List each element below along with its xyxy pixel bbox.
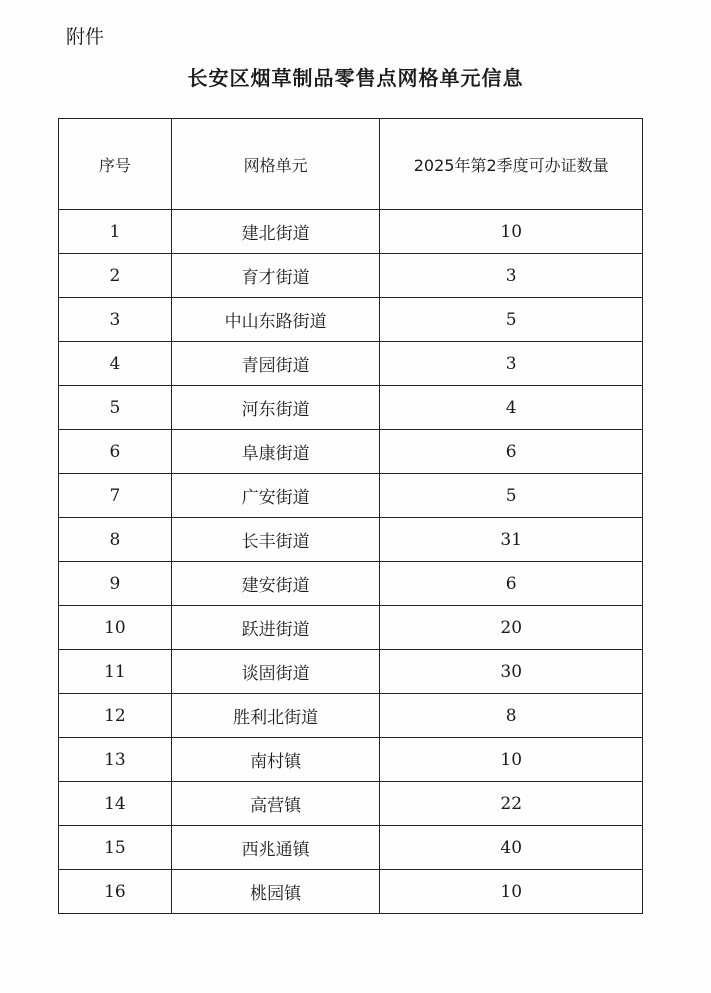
row-unit-cell: 育才街道	[171, 254, 380, 298]
row-unit-cell: 西兆通镇	[171, 826, 380, 870]
row-count-cell: 6	[380, 562, 643, 606]
row-count-cell: 40	[380, 826, 643, 870]
table-row	[59, 870, 643, 914]
table-row	[59, 826, 643, 870]
row-seq-cell: 2	[59, 254, 172, 298]
row-unit-cell: 青园街道	[171, 342, 380, 386]
header-seq: 序号	[59, 119, 172, 210]
row-seq-cell: 6	[59, 430, 172, 474]
row-count-cell: 5	[380, 298, 643, 342]
row-unit-cell: 中山东路街道	[171, 298, 380, 342]
row-unit-cell: 阜康街道	[171, 430, 380, 474]
row-seq-cell: 11	[59, 650, 172, 694]
table-row	[59, 650, 643, 694]
table-header-row	[59, 119, 643, 210]
row-unit-cell: 跃进街道	[171, 606, 380, 650]
row-seq-cell: 10	[59, 606, 172, 650]
row-seq-cell: 4	[59, 342, 172, 386]
row-count-cell: 10	[380, 738, 643, 782]
row-unit-cell: 广安街道	[171, 474, 380, 518]
row-unit-cell: 胜利北街道	[171, 694, 380, 738]
row-seq-cell: 5	[59, 386, 172, 430]
attachment-label: 附件	[66, 26, 105, 48]
row-unit-cell: 河东街道	[171, 386, 380, 430]
row-seq-cell: 14	[59, 782, 172, 826]
row-seq-cell: 7	[59, 474, 172, 518]
table-row	[59, 738, 643, 782]
row-count-cell: 10	[380, 870, 643, 914]
table-row	[59, 474, 643, 518]
table-row	[59, 518, 643, 562]
table-row	[59, 210, 643, 254]
table-row	[59, 254, 643, 298]
row-unit-cell: 长丰街道	[171, 518, 380, 562]
row-count-cell: 30	[380, 650, 643, 694]
table-row	[59, 342, 643, 386]
row-unit-cell: 建安街道	[171, 562, 380, 606]
table-row	[59, 562, 643, 606]
row-seq-cell: 15	[59, 826, 172, 870]
row-seq-cell: 9	[59, 562, 172, 606]
row-seq-cell: 16	[59, 870, 172, 914]
table-row	[59, 298, 643, 342]
row-unit-cell: 高营镇	[171, 782, 380, 826]
table-row	[59, 694, 643, 738]
table-row	[59, 782, 643, 826]
row-count-cell: 22	[380, 782, 643, 826]
row-seq-cell: 13	[59, 738, 172, 782]
row-seq-cell: 3	[59, 298, 172, 342]
row-seq-cell: 1	[59, 210, 172, 254]
row-count-cell: 5	[380, 474, 643, 518]
row-seq-cell: 8	[59, 518, 172, 562]
row-unit-cell: 桃园镇	[171, 870, 380, 914]
row-unit-cell: 谈固街道	[171, 650, 380, 694]
row-count-cell: 20	[380, 606, 643, 650]
row-count-cell: 3	[380, 342, 643, 386]
row-seq-cell: 12	[59, 694, 172, 738]
row-count-cell: 4	[380, 386, 643, 430]
table-row	[59, 606, 643, 650]
row-count-cell: 8	[380, 694, 643, 738]
header-unit: 网格单元	[171, 119, 380, 210]
row-unit-cell: 南村镇	[171, 738, 380, 782]
header-count: 2025年第2季度可办证数量	[380, 119, 643, 210]
row-unit-cell: 建北街道	[171, 210, 380, 254]
table-row	[59, 386, 643, 430]
row-count-cell: 3	[380, 254, 643, 298]
table-body	[59, 210, 643, 914]
row-count-cell: 31	[380, 518, 643, 562]
row-count-cell: 6	[380, 430, 643, 474]
table-row	[59, 430, 643, 474]
document-title: 长安区烟草制品零售点网格单元信息	[187, 66, 524, 90]
grid-unit-table	[58, 118, 643, 914]
row-count-cell: 10	[380, 210, 643, 254]
